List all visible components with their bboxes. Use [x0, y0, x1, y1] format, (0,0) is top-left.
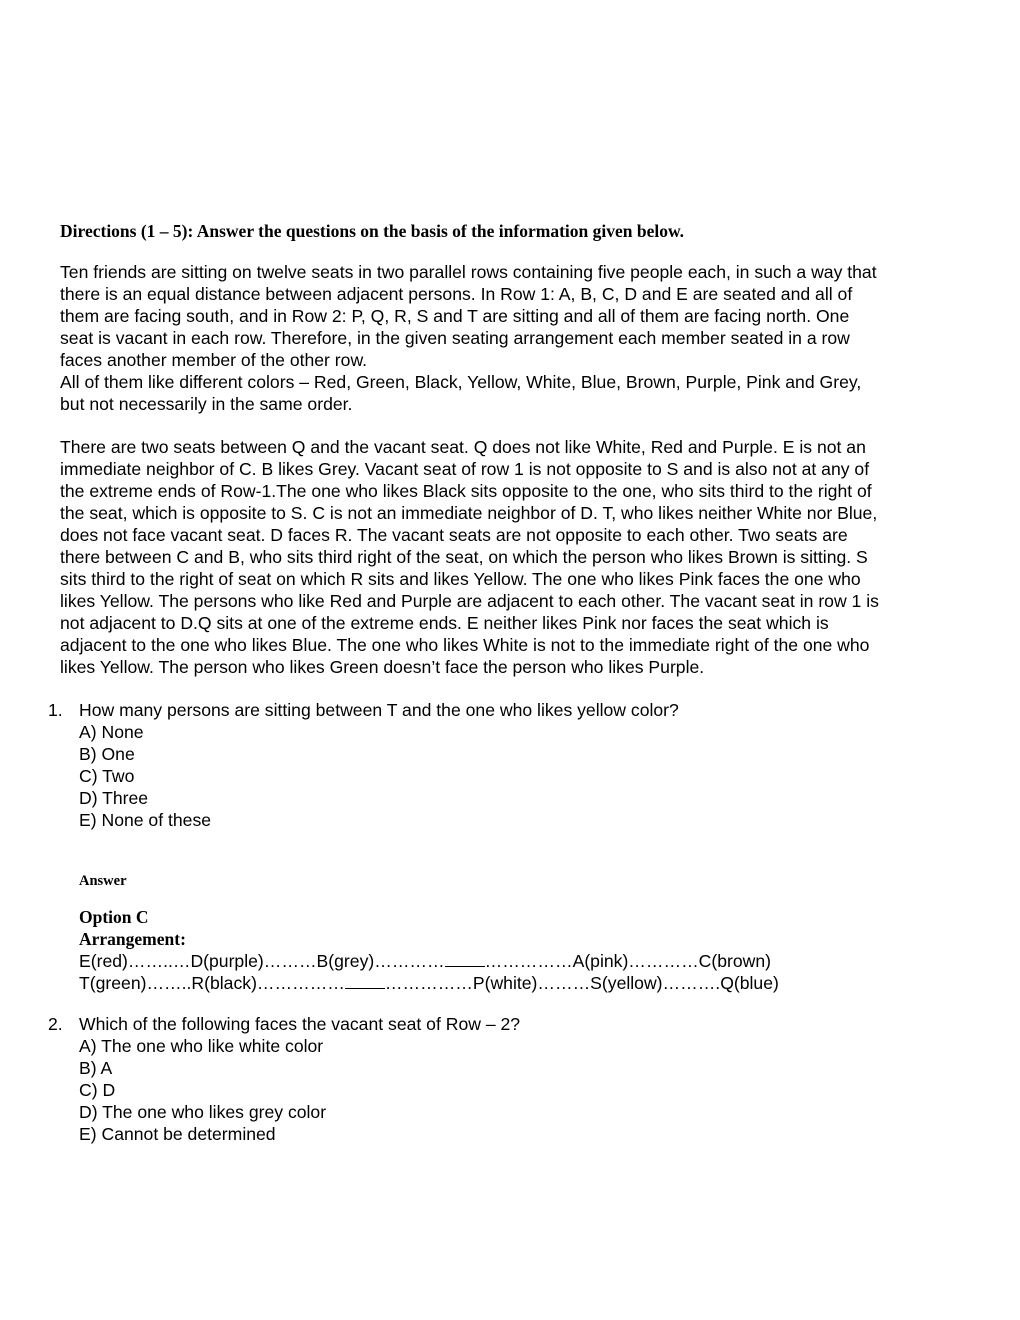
text-line: All of them like different colors – Red, Green, Black, Yellow, White, Blue, Brown, Purple, Pink and Grey,	[60, 372, 862, 392]
option-e: E) None of these	[79, 810, 212, 830]
text-line: seat is vacant in each row. Therefore, in the given seating arrangement each member seated in a row	[60, 328, 850, 348]
answer-label: Answer	[79, 873, 127, 889]
text-line: the extreme ends of Row-1.The one who likes Black sits opposite to the one, who sits third to the right of	[60, 481, 872, 501]
question-text: Which of the following faces the vacant seat of Row – 2?	[79, 1014, 521, 1034]
question-number: 1.	[48, 700, 63, 720]
options-list	[48, 1035, 520, 1145]
clues-paragraph	[60, 436, 879, 678]
option-b: B) A	[79, 1058, 113, 1078]
text-line: does not face vacant seat. D faces R. The vacant seats are not opposite to each other. Two seats are	[60, 525, 848, 545]
text-line: there is an equal distance between adjacent persons. In Row 1: A, B, C, D and E are seated and all of	[60, 284, 853, 304]
row-1-right: ……………A(pink)…………C(brown)	[484, 951, 772, 971]
text-line: immediate neighbor of C. B likes Grey. Vacant seat of row 1 is not opposite to S and is also not at any of	[60, 459, 870, 479]
vacant-seat-blank	[345, 974, 385, 989]
question-1	[48, 699, 679, 831]
option-d: D) The one who likes grey color	[79, 1102, 327, 1122]
arrangement-row-2	[79, 972, 779, 994]
arrangement-row-1	[79, 950, 779, 972]
text-line: faces another member of the other row.	[60, 350, 368, 370]
text-line: but not necessarily in the same order.	[60, 394, 353, 414]
directions-heading: Directions (1 – 5): Answer the questions on the basis of the information given below.	[60, 221, 685, 241]
row-1-left: E(red)……..…D(purple)………B(grey)…………	[79, 951, 445, 971]
option-a: A) The one who like white color	[79, 1036, 324, 1056]
option-e: E) Cannot be determined	[79, 1124, 276, 1144]
option-b: B) One	[79, 744, 135, 764]
option-a: A) None	[79, 722, 144, 742]
answer-block	[79, 906, 779, 994]
text-line: likes Yellow. The persons who like Red and Purple are adjacent to each other. The vacant seat in row 1 is	[60, 591, 879, 611]
answer-option: Option C	[79, 907, 149, 927]
setup-paragraph	[60, 261, 877, 415]
options-list	[48, 721, 679, 831]
option-c: C) Two	[79, 766, 135, 786]
text-line: likes Yellow. The person who likes Green doesn’t face the person who likes Purple.	[60, 657, 705, 677]
text-line: there between C and B, who sits third right of the seat, on which the person who likes Brown is sitting. S	[60, 547, 868, 567]
question-2	[48, 1013, 520, 1145]
row-2-left: T(green)……..R(black)……………	[79, 973, 345, 993]
text-line: There are two seats between Q and the vacant seat. Q does not like White, Red and Purple. E is not an	[60, 437, 866, 457]
arrangement-label: Arrangement:	[79, 929, 186, 949]
text-line: adjacent to the one who likes Blue. The one who likes White is not to the immediate right of the one who	[60, 635, 870, 655]
vacant-seat-blank	[445, 952, 485, 967]
question-number: 2.	[48, 1014, 63, 1034]
option-c: C) D	[79, 1080, 116, 1100]
text-line: them are facing south, and in Row 2: P, Q, R, S and T are sitting and all of them are facing north. One	[60, 306, 850, 326]
row-2-right: ……………P(white)………S(yellow)……….Q(blue)	[384, 973, 779, 993]
option-d: D) Three	[79, 788, 149, 808]
text-line: the seat, which is opposite to S. C is not an immediate neighbor of D. T, who likes neither White nor Blue,	[60, 503, 878, 523]
text-line: sits third to the right of seat on which R sits and likes Yellow. The one who likes Pink faces the one who	[60, 569, 861, 589]
question-text: How many persons are sitting between T and the one who likes yellow color?	[79, 700, 679, 720]
text-line: not adjacent to D.Q sits at one of the extreme ends. E neither likes Pink nor faces the seat which is	[60, 613, 829, 633]
text-line: Ten friends are sitting on twelve seats in two parallel rows containing five people each, in such a way that	[60, 262, 877, 282]
